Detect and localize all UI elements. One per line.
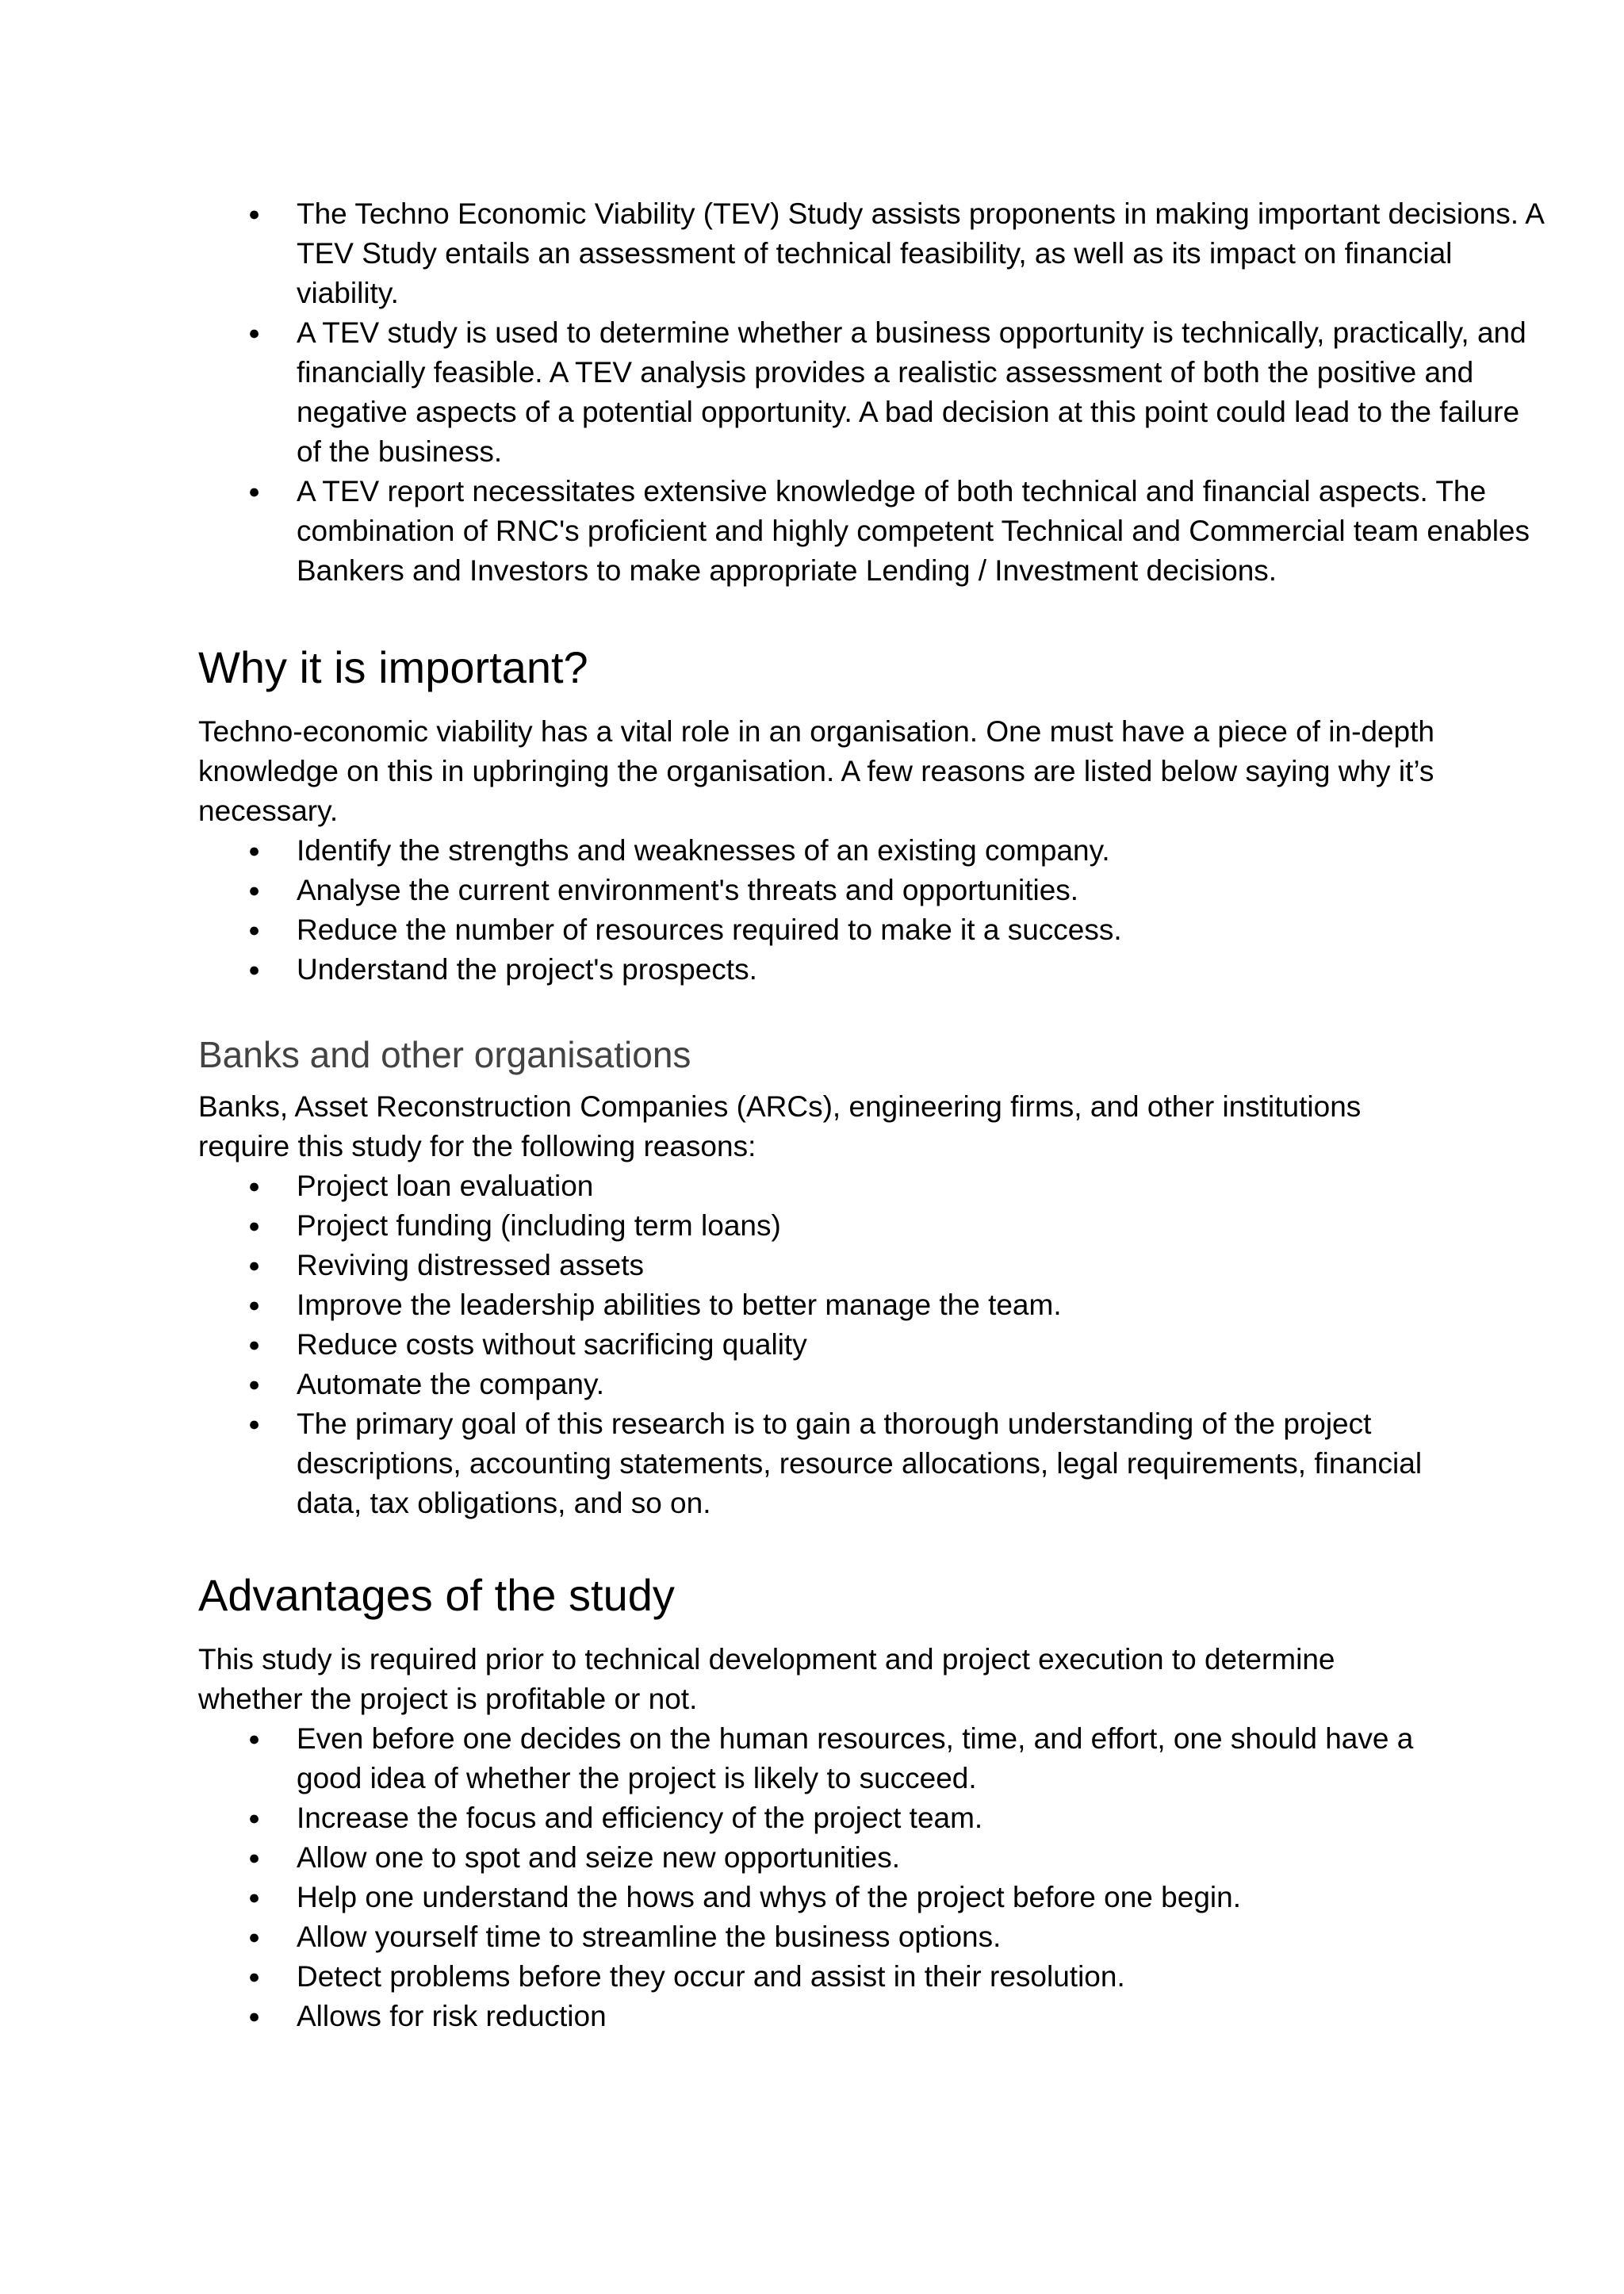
list-item: ● Project loan evaluation <box>297 1166 1435 1206</box>
why-important-bullet-list <box>198 831 1435 990</box>
list-item: ● Project funding (including term loans) <box>297 1206 1435 1246</box>
list-item: ● A TEV report necessitates extensive knowledge of both technical and financial aspects. The combination of RNC's proficient and highly competent Technical and Commercial team enables Bankers and Investors to make appropriate Lending / Investment decisions. <box>297 472 1549 591</box>
list-item: ● Allows for risk reduction <box>297 1997 1435 2036</box>
list-item: ● The Techno Economic Viability (TEV) Study assists proponents in making important decisions. A TEV Study entails an assessment of technical feasibility, as well as its impact on financial viability. <box>297 194 1549 313</box>
list-item: ● Reduce costs without sacrificing quality <box>297 1325 1435 1365</box>
list-item: ● Allow yourself time to streamline the business options. <box>297 1917 1435 1957</box>
list-item: ● Understand the project's prospects. <box>297 950 1435 990</box>
list-item: ● Help one understand the hows and whys of the project before one begin. <box>297 1878 1435 1917</box>
why-important-paragraph: Techno-economic viability has a vital role in an organisation. One must have a piece of in-depth knowledge on this in upbringing the organisation. A few reasons are listed below saying why it’s necessary. <box>198 715 1434 827</box>
advantages-paragraph: This study is required prior to technical development and project execution to determine whether the project is profitable or not. <box>198 1643 1335 1715</box>
section-heading-advantages: Advantages of the study <box>198 1570 675 1620</box>
list-item: ● Improve the leadership abilities to better manage the team. <box>297 1285 1435 1325</box>
banks-bullet-list <box>198 1166 1435 1523</box>
intro-bullet-list <box>198 194 1549 591</box>
list-item: ● Analyse the current environment's threats and opportunities. <box>297 871 1435 910</box>
section-heading-why-important: Why it is important? <box>198 642 588 692</box>
list-item: ● Even before one decides on the human resources, time, and effort, one should have a good idea of whether the project is likely to succeed. <box>297 1719 1435 1798</box>
list-item: ● Reduce the number of resources required to make it a success. <box>297 910 1435 950</box>
list-item: ● Detect problems before they occur and assist in their resolution. <box>297 1957 1435 1997</box>
advantages-bullet-list <box>198 1719 1435 2036</box>
list-item: ● Allow one to spot and seize new opportunities. <box>297 1838 1435 1878</box>
list-item: ● A TEV study is used to determine whether a business opportunity is technically, practically, and financially feasible. A TEV analysis provides a realistic assessment of both the positive and negative aspects of a potential opportunity. A bad decision at this point could lead to the failure of the business. <box>297 313 1549 472</box>
document-page <box>198 194 1543 2036</box>
banks-paragraph: Banks, Asset Reconstruction Companies (ARCs), engineering firms, and other institutions require this study for the following reasons: <box>198 1090 1362 1162</box>
list-item: ● Identify the strengths and weaknesses of an existing company. <box>297 831 1435 871</box>
list-item: ● Reviving distressed assets <box>297 1246 1435 1285</box>
list-item: ● Automate the company. <box>297 1365 1435 1404</box>
list-item: ● The primary goal of this research is to gain a thorough understanding of the project descriptions, accounting statements, resource allocations, legal requirements, financial data, tax obligations, and so on. <box>297 1404 1435 1523</box>
list-item: ● Increase the focus and efficiency of the project team. <box>297 1798 1435 1838</box>
subsection-heading-banks: Banks and other organisations <box>198 1034 691 1075</box>
